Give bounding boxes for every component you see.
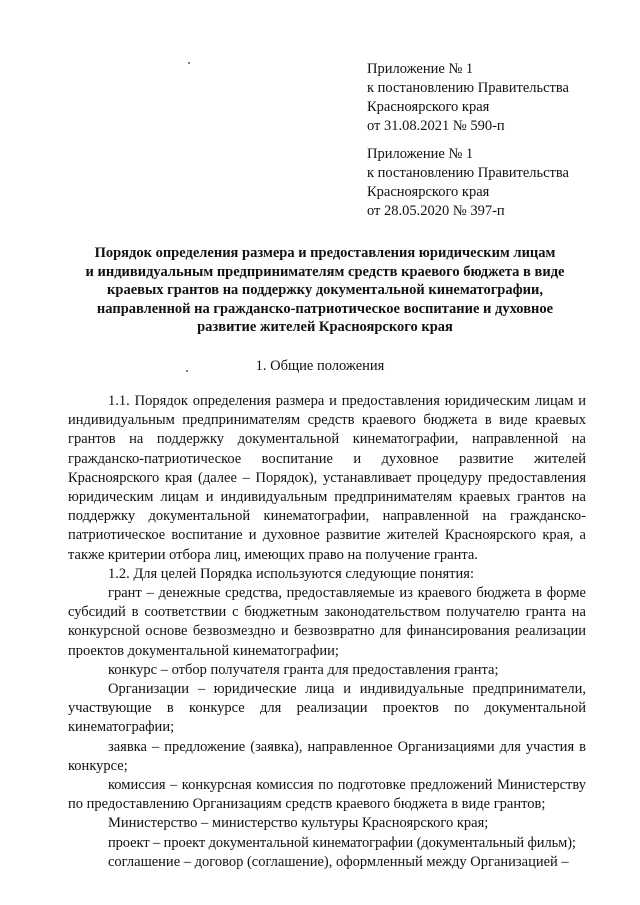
document-body — [68, 392, 586, 872]
title-line: Порядок определения размера и предоставления юридическим лицам — [94, 245, 556, 261]
appendix-number: Приложение № 1 — [367, 61, 474, 77]
appendix-resolution: к постановлению Правительства — [367, 165, 569, 181]
appendix-date: от 31.08.2021 № 590-п — [367, 118, 505, 134]
section-heading: 1. Общие положения — [255, 358, 385, 374]
definition-contest: конкурс – отбор получателя гранта для предоставления гранта; — [108, 661, 499, 678]
definition-organizations: Организации – юридические лица и индивидуальные предприниматели, участвующие в конкурсе для реализации проектов по документальной кинематографии; — [68, 681, 586, 736]
definition-project: проект – проект документальной кинематографии (документальный фильм); — [108, 834, 576, 851]
title-line: направленной на гражданско-патриотическое воспитание и духовное — [96, 300, 554, 317]
definition-agreement: соглашение – договор (соглашение), оформленный между Организацией – — [108, 853, 569, 870]
title-line: развитие жителей Красноярского края — [197, 319, 453, 335]
paragraph-1-1: 1.1. Порядок определения размера и предоставления юридическим лицам и индивидуальным предпринимателям средств краевого бюджета в виде краевых грантов на поддержку документальной кинематографии, направленной на гражданско-патриотическое воспитание и духовное развитие жителей Красноярского края (далее – Порядок), устанавливает процедуру предоставления юридическим лицам и индивидуальным предпринимателям краевых грантов на поддержку документальной кинематографии, направленной на гражданско-патриотическое воспитание и духовное развитие жителей Красноярского края, а также критерии отбора лиц, имеющих право на получение гранта. — [68, 393, 586, 563]
paragraph-1-2: 1.2. Для целей Порядка используются следующие понятия: — [108, 565, 474, 582]
document-title — [60, 244, 590, 337]
definition-commission: комиссия – конкурсная комиссия по подготовке предложений Министерству по предоставлению Организациям средств краевого бюджета в виде грантов; — [68, 777, 586, 813]
appendix-region: Красноярского края — [367, 99, 490, 115]
appendix-date: от 28.05.2020 № 397-п — [367, 203, 505, 219]
definition-grant: грант – денежные средства, предоставляемые из краевого бюджета в форме субсидий в соответствии с бюджетным законодательством получателю гранта на конкурсной основе безвозмездно и безвозвратно для финансирования реализации проектов документальной кинематографии; — [68, 585, 586, 659]
definition-ministry: Министерство – министерство культуры Красноярского края; — [108, 815, 489, 832]
title-line: краевых грантов на поддержку документальной кинематографии, — [107, 282, 543, 298]
appendix-region: Красноярского края — [367, 184, 490, 200]
definition-application: заявка – предложение (заявка), направленное Организациями для участия в конкурсе; — [68, 738, 586, 774]
appendix-resolution: к постановлению Правительства — [367, 80, 569, 96]
scan-speck — [188, 62, 190, 64]
title-line: и индивидуальным предпринимателям средств краевого бюджета в виде — [85, 263, 565, 280]
appendix-number: Приложение № 1 — [367, 146, 474, 162]
appendix-note-2020 — [367, 145, 627, 221]
appendix-note-2021 — [367, 60, 627, 136]
